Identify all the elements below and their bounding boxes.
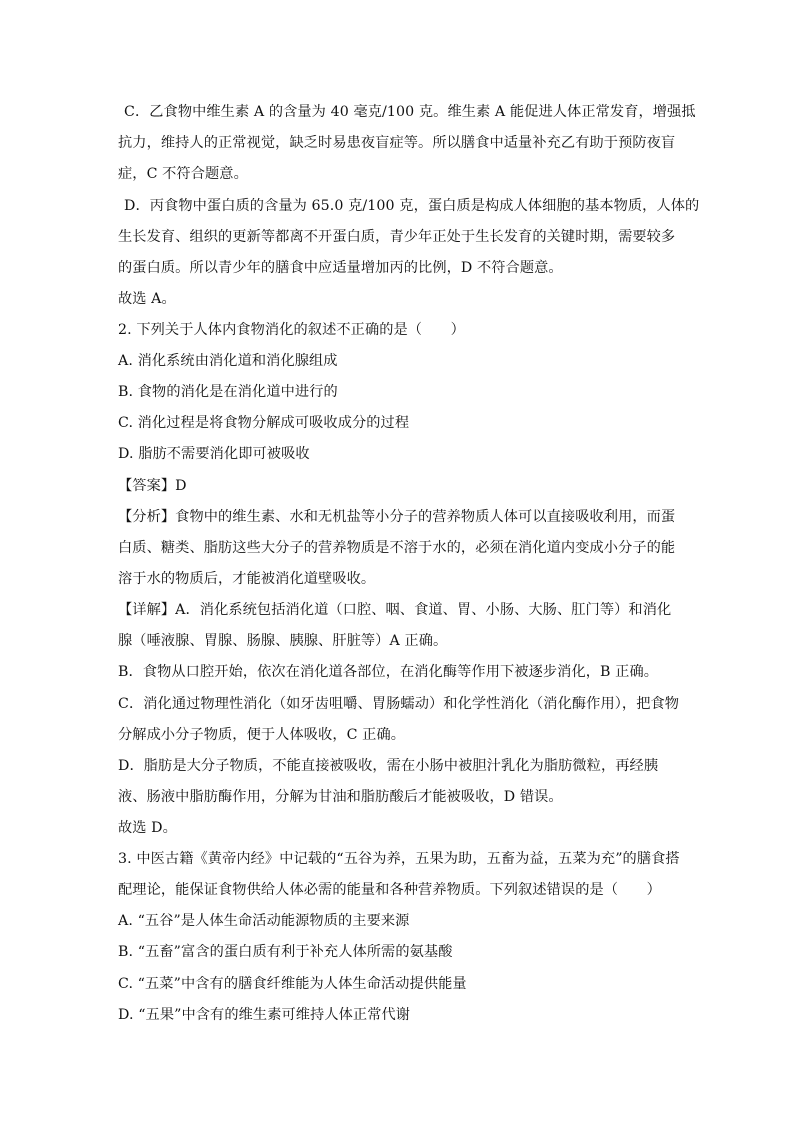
question-2-option-d: D. 脂肪不需要消化即可被吸收 [118, 446, 310, 462]
text-line: 液、肠液中脂肪酶作用，分解为甘油和脂肪酸后才能被吸收，D 错误。 [118, 789, 563, 805]
question-3-option-a: A. “五谷”是人体生命活动能源物质的主要来源 [118, 913, 410, 929]
analysis-line: 【分析】食物中的维生素、水和无机盐等小分子的营养物质人体可以直接吸收利用，而蛋 [118, 509, 676, 525]
question-2-option-c: C. 消化过程是将食物分解成可吸收成分的过程 [118, 415, 410, 431]
text-line: 故选 A。 [118, 291, 176, 307]
text-line: 分解成小分子物质，便于人体吸收，C 正确。 [118, 727, 406, 743]
answer-line: 【答案】D [118, 478, 187, 494]
question-3-stem: 3. 中医古籍《黄帝内经》中记载的“五谷为养，五果为助，五畜为益，五菜为充”的膳食搭 [118, 851, 680, 867]
text-line: 腺（唾液腺、胃腺、肠腺、胰腺、肝脏等）A 正确。 [118, 633, 448, 649]
text-line: 生长发育、组织的更新等都离不开蛋白质，青少年正处于生长发育的关键时期，需要较多 [118, 229, 676, 245]
text-line: B．食物从口腔开始，依次在消化道各部位，在消化酶等作用下被逐步消化，B 正确。 [118, 664, 659, 680]
text-line: 配理论，能保证食物供给人体必需的能量和各种营养物质。下列叙述错误的是（ ） [118, 882, 661, 898]
question-3-option-d: D. “五果”中含有的维生素可维持人体正常代谢 [118, 1007, 411, 1023]
text-line: C．消化通过物理性消化（如牙齿咀嚼、胃肠蠕动）和化学性消化（消化酶作用），把食物 [118, 696, 680, 712]
text-line: 故选 D。 [118, 820, 177, 836]
text-line: 的蛋白质。所以青少年的膳食中应适量增加丙的比例，D 不符合题意。 [118, 260, 563, 276]
text-line: 溶于水的物质后，才能被消化道壁吸收。 [118, 571, 376, 587]
question-3-option-c: C. “五菜”中含有的膳食纤维能为人体生命活动提供能量 [118, 976, 467, 992]
text-line: 白质、糖类、脂肪这些大分子的营养物质是不溶于水的，必须在消化道内变成小分子的能 [118, 540, 676, 556]
text-line: 抗力，维持人的正常视觉，缺乏时易患夜盲症等。所以膳食中适量补充乙有助于预防夜盲 [118, 135, 676, 151]
text-line: 症，C 不符合题意。 [118, 166, 248, 182]
question-2-option-a: A. 消化系统由消化道和消化腺组成 [118, 353, 338, 369]
text-line: D．丙食物中蛋白质的含量为 65.0 克/100 克，蛋白质是构成人体细胞的基本物质，人体的 [124, 198, 700, 214]
explanation-line: 【详解】A．消化系统包括消化道（口腔、咽、食道、胃、小肠、大肠、肛门等）和消化 [118, 602, 672, 618]
text-line: D．脂肪是大分子物质，不能直接被吸收，需在小肠中被胆汁乳化为脂肪微粒，再经胰 [118, 758, 659, 774]
text-line: C．乙食物中维生素 A 的含量为 40 毫克/100 克。维生素 A 能促进人体正常发育，增强抵 [124, 104, 696, 120]
question-3-option-b: B. “五畜”富含的蛋白质有利于补充人体所需的氨基酸 [118, 944, 453, 960]
question-2-stem: 2. 下列关于人体内食物消化的叙述不正确的是（ ） [118, 322, 465, 338]
question-2-option-b: B. 食物的消化是在消化道中进行的 [118, 384, 338, 400]
